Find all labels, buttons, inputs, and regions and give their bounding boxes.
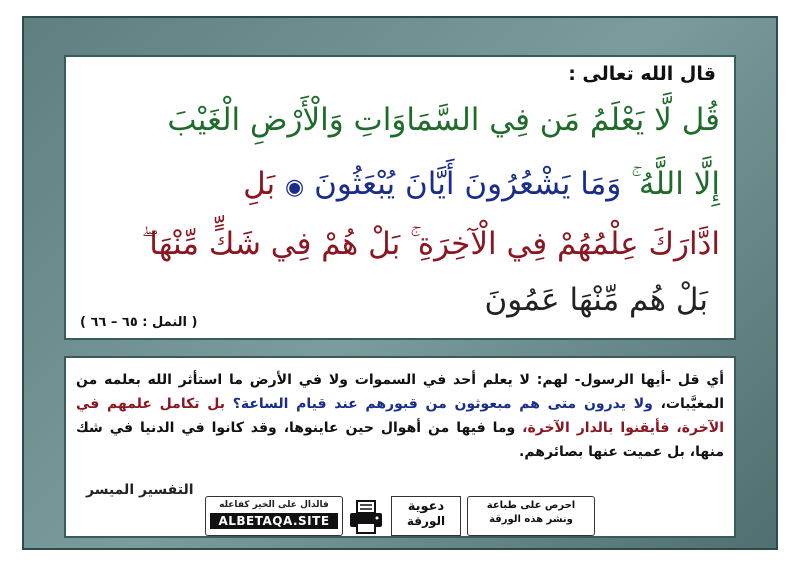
verse-line-3: ادَّارَكَ عِلْمُهُمْ فِي الْآخِرَةِ ۚ بَلْ هُمْ فِي شَكٍّ مِّنْهَا ۖ	[141, 226, 720, 262]
website-box[interactable]	[205, 496, 343, 536]
footer-bar	[205, 496, 595, 540]
printer-icon	[348, 500, 384, 534]
verse-intro: قال الله تعالى :	[568, 63, 716, 85]
logo-line-2: الورقة	[406, 514, 446, 528]
print-notice	[467, 496, 595, 536]
tafsir-text	[76, 368, 724, 464]
verse-reference: ( النمل : ٦٥ – ٦٦ )	[80, 315, 198, 330]
notice-line-2: ونشر هذه الورقة	[489, 514, 573, 525]
verse-line-2	[80, 166, 720, 202]
tafsir-part-2: ولا يدرون متى هم مبعوثون من قبورهم عند قيام الساعة؟	[232, 396, 653, 412]
verse-line-2-middle: وَمَا يَشْعُرُونَ أَيَّانَ يُبْعَثُونَ	[314, 166, 622, 202]
verse-line-1: قُل لَّا يَعْلَمُ مَن فِي السَّمَاوَاتِ وَالْأَرْضِ الْغَيْبَ	[167, 102, 720, 138]
logo	[391, 496, 461, 536]
verse-line-2-start: إِلَّا اللَّهُ ۚ	[631, 166, 720, 202]
logo-line-1: دعوية	[407, 499, 445, 514]
tafsir-part-1: أي قل -أيها الرسول- لهم: لا يعلم أحد في السموات ولا في الأرض ما استأثر الله بعلمه من المغيَّبات،	[76, 372, 725, 412]
verse-line-4: بَلْ هُم مِّنْهَا عَمُونَ	[484, 282, 708, 318]
notice-line-1: احرص على طباعة	[486, 500, 576, 511]
website-link[interactable]: ALBETAQA.SITE	[210, 513, 338, 529]
verse-end-mark-icon: ◉	[285, 175, 305, 200]
verse-line-2-end: بَلِ	[243, 166, 276, 202]
tafsir-source: التفسير الميسر	[86, 482, 194, 498]
tafsir-part-3: بل تكامل علمهم في الآخرة، فأيقنوا بالدار الآخرة،	[76, 396, 724, 436]
verse-panel	[64, 55, 736, 340]
website-caption: فالدال على الخير كفاعله	[219, 500, 329, 510]
tafsir-part-4: وما فيها من أهوال حين عاينوها، وقد كانوا في الدنيا في شك منها، بل عميت عنها بصائرهم.	[76, 420, 724, 460]
